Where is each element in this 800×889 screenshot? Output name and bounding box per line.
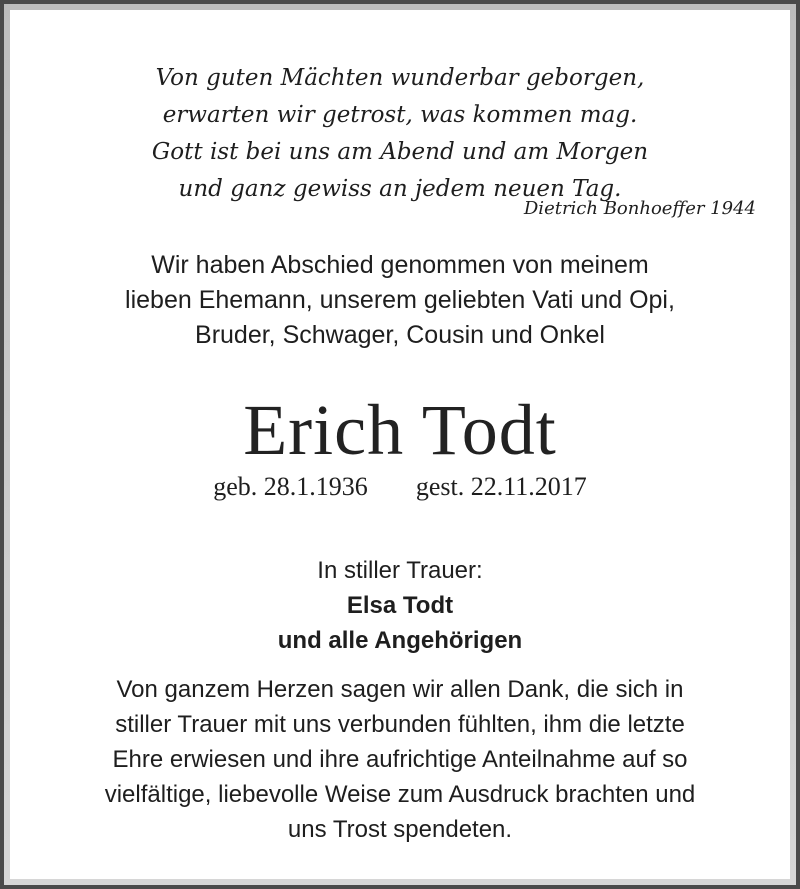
death-date: gest. 22.11.2017 xyxy=(415,472,587,501)
intro-line: Wir haben Abschied genommen von meinem xyxy=(151,251,649,279)
poem-author: Dietrich Bonhoeffer 1944 xyxy=(523,198,756,219)
notice-border xyxy=(4,4,796,885)
poem-line: Gott ist bei uns am Abend und am Morgen xyxy=(151,139,649,165)
thanks-paragraph xyxy=(10,672,790,847)
poem-quote xyxy=(10,60,790,208)
mourner-name: Elsa Todt xyxy=(346,592,454,619)
obituary-notice xyxy=(10,10,790,879)
poem-line: Von guten Mächten wunderbar geborgen, xyxy=(155,65,645,91)
thanks-line: Von ganzem Herzen sagen wir allen Dank, die sich in xyxy=(116,676,684,703)
thanks-line: Ehre erwiesen und ihre aufrichtige Anteilnahme auf so xyxy=(112,746,688,773)
poem-line: erwarten wir getrost, was kommen mag. xyxy=(162,102,638,128)
thanks-line: vielfältige, liebevolle Weise zum Ausdruck brachten und xyxy=(104,781,696,808)
birth-date: geb. 28.1.1936 xyxy=(213,472,368,501)
intro-line: lieben Ehemann, unserem geliebten Vati und Opi, xyxy=(125,286,675,314)
intro-line: Bruder, Schwager, Cousin und Onkel xyxy=(195,321,605,349)
deceased-name: Erich Todt xyxy=(243,390,557,470)
poem-line: und ganz gewiss an jedem neuen Tag. xyxy=(178,176,622,202)
thanks-line: uns Trost spendeten. xyxy=(287,816,513,843)
mourners-intro: In stiller Trauer: xyxy=(317,557,483,584)
mourners-block xyxy=(10,553,790,658)
thanks-line: stiller Trauer mit uns verbunden fühlten, ihm die letzte xyxy=(115,711,685,738)
life-dates xyxy=(10,472,790,502)
farewell-intro xyxy=(10,248,790,353)
mourner-family: und alle Angehörigen xyxy=(277,627,523,654)
